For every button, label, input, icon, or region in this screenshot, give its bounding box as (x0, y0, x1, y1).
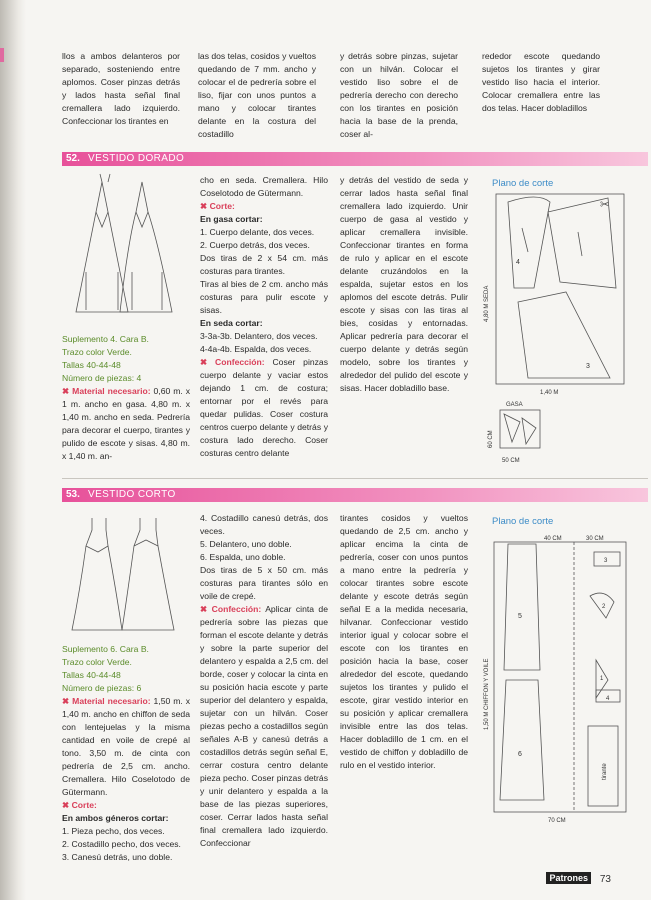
plan-piece-1: 1 (600, 676, 604, 682)
trace: Trazo color Verde. (62, 657, 132, 667)
section-53-column-1 (62, 643, 190, 864)
item-5: 5. Delantero, uno doble. (200, 539, 292, 549)
material (62, 695, 190, 799)
both-heading: En ambos géneros cortar: (62, 813, 169, 823)
section-52-header (62, 152, 648, 166)
material (62, 385, 190, 463)
material-label-text: Material necesario: (72, 696, 151, 706)
plan-seda-label: 4,80 M SEDA (484, 285, 490, 322)
page-edge-tab (0, 48, 4, 62)
item-6: 6. Espalda, uno doble. (200, 552, 286, 562)
plan-width-40: 40 CM (544, 536, 562, 542)
confeccion (200, 356, 328, 460)
section-53-column-3: tirantes cosidos y vueltos quedando de 2,5 cm. ancho y aplicar encima la cinta de pedrería, coser con unos puntos a mano entre la pedrería y colocar tirantes sobre escote delante y escote detrás según señal E a la medida necesaria, hilvanar. Confeccionar vestido interior igual y colocar sobre el escote con los tirantes en posición hacia la base, coser alrededor del escote, quedando sujetos los tirantes y pulido el escote, girar vestido interior en su posición y aplicar cremallera invisible entre las dos telas. Hacer dobladillo de 1 cm. en el vestido de chiffon y dobladillo de rulo en el vestido interior. (340, 513, 468, 770)
section-52-column-2 (200, 174, 328, 460)
top-column-1: llos a ambos delanteros por separado, sosteniendo entre aplomos. Coser pinzas detrás y lados hasta señal final cremallera lado izquierdo. Confeccionar los tirantes en (62, 51, 180, 126)
intro: cho en seda. Cremallera. Hilo Coselotodo de Gütermann. (200, 175, 328, 198)
plan-title-53: Plano de corte (492, 516, 554, 527)
both-item-3: 3. Canesú detrás, uno doble. (62, 852, 173, 862)
plan-title-52: Plano de corte (492, 178, 554, 189)
confeccion-label: ✖ Confección: (200, 357, 265, 367)
corte-label: ✖ Corte: (200, 201, 235, 211)
plan-piece-4: 4 (606, 696, 610, 702)
section-53-column-2 (200, 512, 328, 850)
confeccion-text: Aplicar cinta de pedrería sobre las piezas que forman el escote delante y detrás y sobre la parte superior del delantero y espalda a 2,5 cm. del borde, coser y colocar la cinta en su posición hacia escote y parte superior del delantero y espalda, sujetar con un hilván. Coser piezas pecho a costadillos según señales A-B y canesú detrás a costadillos detrás según señal E, cerrar costura centro delante pieza pecho. Coser pinzas detrás y unir delantero y espalda a la base de las piezas superiores, coser. Cerrar lados hasta señal final cremallera lado izquierdo. Confeccionar (200, 604, 328, 848)
plan-width-label: 1,40 M (540, 390, 559, 396)
material-label: ✖ Material necesario: (62, 386, 151, 396)
plan-tirante-label: tirante (602, 763, 608, 780)
trace: Trazo color Verde. (62, 347, 132, 357)
corte-label-text: Corte: (71, 800, 97, 810)
material-text: 0,60 m. x 1 m. ancho en gasa. 4,80 m. x 1,40 m. ancho en seda. Pedrería para decorar el cuerpo, tirantes y pulido de escote y sisas. 4,80 m. x 1,40 m. an- (62, 386, 190, 461)
extra: Dos tiras de 5 x 50 cm. más costuras para tirantes sólo en voile de crepé. (200, 565, 328, 601)
section-title: VESTIDO DORADO (88, 153, 185, 164)
top-column-4: rededor escote quedando sujetos los tirantes y girar vestido liso hacia el interior. Colocar cremallera entre las dos telas. Hacer dobladillos (482, 51, 600, 113)
plan-height-label: 1,50 M CHIFFON Y VOILE (484, 658, 490, 730)
plan-gasa-height: 60 CM (488, 430, 494, 448)
plan-piece-3: 3 (586, 363, 590, 370)
seda-item-2: 4-4a-4b. Espalda, dos veces. (200, 344, 312, 354)
plan-piece-2: 2 (602, 604, 606, 610)
top-column-2: las dos telas, cosidos y vueltos quedando de 7 mm. ancho y colocar el de pedrería sobre el liso, fijar con unos puntos a mano y colocar tirantes delante en la costura del costadillo (198, 51, 316, 139)
plan-width-30: 30 CM (586, 536, 604, 542)
section-53-header (62, 488, 648, 502)
confeccion-label: ✖ Confección: (200, 604, 262, 614)
gasa-extra-2: Tiras al bies de 2 cm. ancho más costuras para pulir escote y sisas. (200, 279, 328, 315)
dress-53-illustration (62, 510, 192, 640)
gasa-item-1: 1. Cuerpo delante, dos veces. (200, 227, 315, 237)
gasa-heading: En gasa cortar: (200, 214, 263, 224)
plan-piece-5: 5 (518, 613, 522, 620)
pieces: Número de piezas: 6 (62, 683, 142, 693)
section-52-column-3: y detrás del vestido de seda y cerrar lados hasta señal final cremallera lado izquierdo. Unir cuerpo de gasa al vestido y aplicar cremallera invisible. Confeccionar tirantes en forma de rulo y aplicar en el escote delante cruzándolos en la espalda, sujetar estos en los aplomos del escote detrás. Pulir escote y sisas con las tiras al bies, cosidas y entornadas. Aplicar pedrería para decorar el cuerpo delante y detrás según modelo, sobre los tirantes y alrededor del pulido del escote y sisas. Hacer dobladillo base. (340, 175, 468, 393)
corte-label-text: Corte: (209, 201, 235, 211)
supplement: Suplemento 4. Cara B. (62, 334, 149, 344)
plan-gasa-width: 50 CM (502, 458, 520, 464)
gasa-extra: Dos tiras de 2 x 54 cm. más costuras para tirantes. (200, 253, 328, 276)
top-column-3: y detrás sobre pinzas, sujetar con un hilván. Colocar el vestido liso sobre el de pedrería derecho con derecho con los tirantes en posición hacia la base de la prenda, coser al- (340, 51, 458, 139)
confeccion-label-text: Confección: (211, 604, 262, 614)
sizes: Tallas 40-44-48 (62, 670, 121, 680)
scissors-icon: ✂ (600, 199, 610, 211)
both-item-2: 2. Costadillo pecho, dos veces. (62, 839, 181, 849)
section-title: VESTIDO CORTO (88, 489, 176, 500)
sizes: Tallas 40-44-48 (62, 360, 121, 370)
plan-piece-3: 3 (604, 558, 608, 564)
plan-piece-6: 6 (518, 751, 522, 758)
seda-heading: En seda cortar: (200, 318, 263, 328)
plan-piece-4: 4 (516, 259, 520, 266)
seda-item-1: 3-3a-3b. Delantero, dos veces. (200, 331, 318, 341)
material-label: ✖ Material necesario: (62, 696, 151, 706)
material-label-text: Material necesario: (72, 386, 151, 396)
item-4: 4. Costadillo canesú detrás, dos veces. (200, 513, 328, 536)
cutting-plan-53 (478, 530, 648, 830)
section-number: 53. (66, 489, 80, 500)
plan-bottom-label: 70 CM (548, 818, 566, 824)
gasa-item-2: 2. Cuerpo detrás, dos veces. (200, 240, 310, 250)
section-52-column-1 (62, 333, 190, 463)
supplement: Suplemento 6. Cara B. (62, 644, 149, 654)
confeccion-text: Coser pinzas cuerpo delante y vaciar estos dejando 1 cm. de costura; entornar por el revés para quedar pulidas. Coser costura centros cuerpo delante y detrás y costura lado derecho. Coser costuras centro delante (200, 357, 329, 458)
page-spine (0, 0, 26, 900)
section-number: 52. (66, 153, 80, 164)
corte-label: ✖ Corte: (62, 800, 97, 810)
pieces: Número de piezas: 4 (62, 373, 142, 383)
confeccion (200, 603, 328, 850)
section-divider (62, 478, 648, 479)
cutting-plan-52 (478, 192, 648, 472)
confeccion-label-text: Confección: (215, 357, 265, 367)
plan-gasa-label: GASA (506, 402, 523, 408)
magazine-logo: Patrones (546, 872, 591, 884)
material-text: 1,50 m. x 1,40 m. ancho en chiffon de seda con lentejuelas y la misma cantidad en voile de crepé al tono. 3,50 m. de cinta con pedrería de 2,5 cm. ancho. Cremallera. Hilo Coselotodo de Gütermann. (62, 696, 190, 797)
dress-52-illustration (62, 172, 192, 322)
page-number: 73 (599, 874, 611, 885)
both-item-1: 1. Pieza pecho, dos veces. (62, 826, 165, 836)
